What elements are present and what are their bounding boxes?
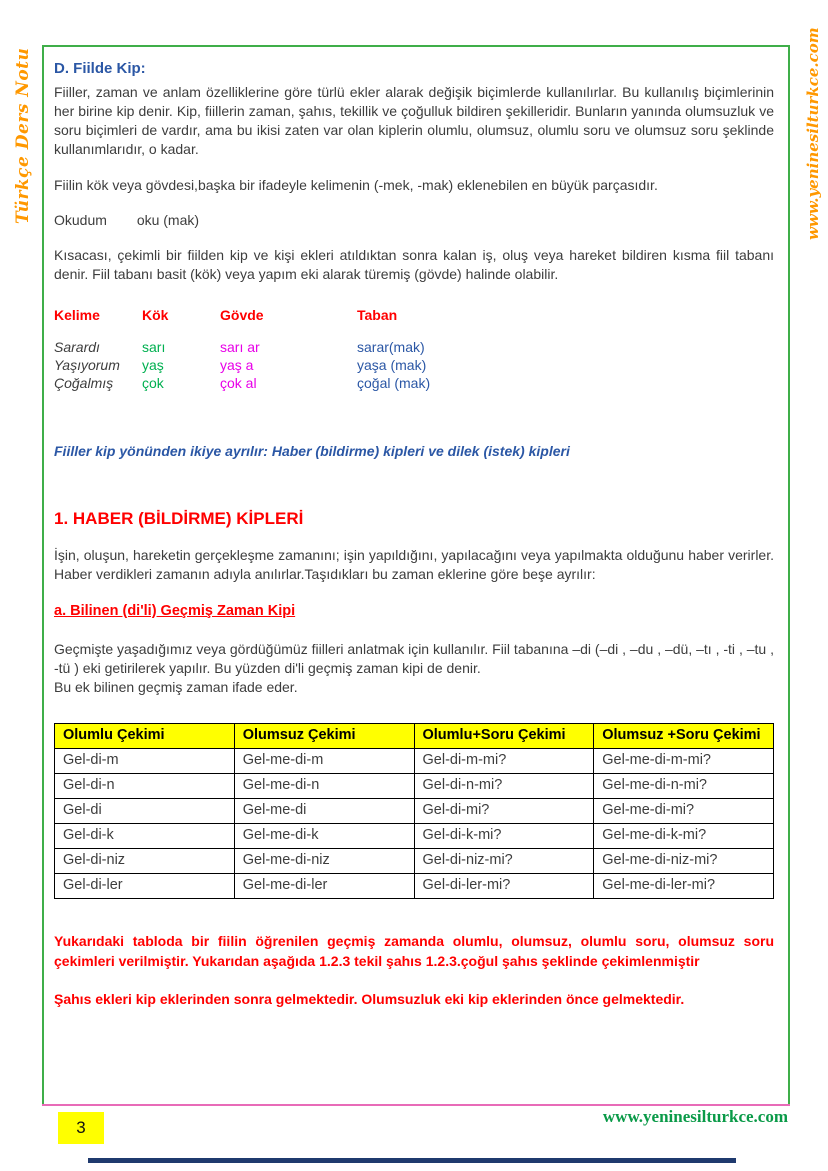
table-cell: Gel-di-ler bbox=[55, 873, 235, 898]
table-cell: Gel-di-k bbox=[55, 823, 235, 848]
table-cell: Gel-me-di-ler bbox=[234, 873, 414, 898]
table-cell: Gel-me-di-n-mi? bbox=[594, 773, 774, 798]
column-header-olumsuz: Olumsuz Çekimi bbox=[234, 723, 414, 748]
paragraph-kip-definition: Fiiller, zaman ve anlam özelliklerine göre türlü ekler alarak değişik biçimlerde kullanılırlar. Bu kullanılış biçimlerinin her birine kip denir. Kip, fiillerin zaman, şahıs, tekillik ve çoğulluk bildiren şekilleridir. Bunların yanında olumsuzluk ve soru biçimleri de vardır, ama bu ikisi zaten var olan kiplerin olumlu, olumsuz, olumlu soru ve olumsuz soru şeklinde kullanımlarıdır, o kadar. bbox=[54, 84, 774, 158]
word-cell: Yaşıyorum bbox=[54, 356, 120, 373]
stem-cell: sarı ar bbox=[220, 338, 260, 355]
statement-kip-kinds: Fiiller kip yönünden ikiye ayrılır: Haber (bildirme) kipleri ve dilek (istek) kipleri bbox=[54, 442, 570, 459]
note-table-explanation: Yukarıdaki tabloda bir fiilin öğrenilen geçmiş zamanda olumlu, olumsuz, olumlu soru, olumsuz soru çekimleri verilmiştir. Yukarıdan aşağıda 1.2.3 tekil şahıs 1.2.3.çoğul şahıs şeklinde çekimlenmiştir bbox=[54, 932, 774, 969]
subsection-paragraph-2: Bu ek bilinen geçmiş zaman ifade eder. bbox=[54, 678, 298, 695]
heading-fiilde-kip: D. Fiilde Kip: bbox=[54, 60, 146, 77]
table-cell: Gel-di-m-mi? bbox=[414, 748, 594, 773]
table-cell: Gel-me-di-niz bbox=[234, 848, 414, 873]
footer-divider-line bbox=[42, 1104, 790, 1106]
word-table-header-row bbox=[54, 306, 774, 324]
content-frame bbox=[42, 45, 790, 1104]
table-cell: Gel-me-di-n bbox=[234, 773, 414, 798]
column-header-olumsuz-soru: Olumsuz +Soru Çekimi bbox=[594, 723, 774, 748]
conjugation-table bbox=[54, 723, 774, 899]
base-cell: sarar(mak) bbox=[357, 338, 425, 355]
column-header-olumlu: Olumlu Çekimi bbox=[55, 723, 235, 748]
column-header-govde: Gövde bbox=[220, 306, 264, 323]
example-okudum-line bbox=[54, 211, 774, 230]
word-cell: Çoğalmış bbox=[54, 374, 114, 391]
paragraph-kok-govde: Fiilin kök veya gövdesi,başka bir ifadeyle kelimenin (-mek, -mak) eklenebilen en büyük parçasıdır. bbox=[54, 176, 658, 193]
stem-cell: çok al bbox=[220, 374, 257, 391]
table-cell: Gel-di-niz bbox=[55, 848, 235, 873]
bottom-edge-line bbox=[88, 1158, 736, 1163]
paragraph-fiil-tabani: Kısacası, çekimli bir fiilden kip ve kişi ekleri atıldıktan sonra kalan iş, oluş veya hareket bildiren kısma fiil tabanı denir. Fiil tabanı basit (kök) veya yapım eki alarak türemiş (gövde) halinde olabilir. bbox=[54, 246, 774, 282]
table-row bbox=[55, 773, 774, 798]
table-cell: Gel-me-di bbox=[234, 798, 414, 823]
conjugation-header-row bbox=[55, 723, 774, 748]
column-header-kelime: Kelime bbox=[54, 306, 100, 323]
table-row bbox=[55, 748, 774, 773]
table-row bbox=[55, 873, 774, 898]
base-cell: yaşa (mak) bbox=[357, 356, 427, 373]
table-cell: Gel-di-ler-mi? bbox=[414, 873, 594, 898]
base-cell: çoğal (mak) bbox=[357, 374, 431, 391]
word-table-row bbox=[54, 374, 774, 392]
root-cell: sarı bbox=[142, 338, 166, 355]
subsection-paragraph-1: Geçmişte yaşadığımız veya gördüğümüz fiilleri anlatmak için kullanılır. Fiil tabanına –di (–di , –du , –dü, –tı , -ti , –tu , -tü ) eki getirilerek yapılır. Bu yüzden di'li geçmiş zaman kipi de denir. bbox=[54, 640, 774, 676]
table-cell: Gel-di-niz-mi? bbox=[414, 848, 594, 873]
column-header-taban: Taban bbox=[357, 306, 398, 323]
root-cell: yaş bbox=[142, 356, 164, 373]
example-word: Okudum bbox=[54, 211, 107, 228]
section-title-haber-kipleri: 1. HABER (BİLDİRME) KİPLERİ bbox=[54, 508, 304, 528]
table-cell: Gel-di-mi? bbox=[414, 798, 594, 823]
table-row bbox=[55, 848, 774, 873]
left-margin-title: Türkçe Ders Notu bbox=[13, 47, 33, 224]
table-cell: Gel-me-di-m-mi? bbox=[594, 748, 774, 773]
section-intro: İşin, oluşun, hareketin gerçekleşme zamanını; işin yapıldığını, yapılacağını veya yapılmakta olduğunu haber verirler. Haber verdikleri zamanın adıyla anılırlar.Taşıdıkları bu zaman eklerine göre beşe ayrılır: bbox=[54, 546, 774, 582]
table-row bbox=[55, 798, 774, 823]
table-cell: Gel-me-di-k-mi? bbox=[594, 823, 774, 848]
subsection-title-dili-gecmis: a. Bilinen (di'li) Geçmiş Zaman Kipi bbox=[54, 602, 296, 619]
table-cell: Gel-di-n bbox=[55, 773, 235, 798]
table-cell: Gel-di-m bbox=[55, 748, 235, 773]
table-cell: Gel-me-di-m bbox=[234, 748, 414, 773]
example-root: oku (mak) bbox=[136, 211, 200, 228]
word-table-row bbox=[54, 338, 774, 356]
word-cell: Sarardı bbox=[54, 338, 100, 355]
column-header-kok: Kök bbox=[142, 306, 169, 323]
table-cell: Gel-me-di-mi? bbox=[594, 798, 774, 823]
table-cell: Gel-di-k-mi? bbox=[414, 823, 594, 848]
column-header-olumlu-soru: Olumlu+Soru Çekimi bbox=[414, 723, 594, 748]
table-cell: Gel-me-di-k bbox=[234, 823, 414, 848]
table-cell: Gel-di bbox=[55, 798, 235, 823]
root-cell: çok bbox=[142, 374, 164, 391]
word-table-row bbox=[54, 356, 774, 374]
note-suffix-order: Şahıs ekleri kip eklerinden sonra gelmektedir. Olumsuzluk eki kip eklerinden önce gelmektedir. bbox=[54, 991, 685, 1008]
right-margin-url: www.yeninesilturkce.com bbox=[804, 27, 822, 240]
page-number-box: 3 bbox=[58, 1112, 104, 1144]
table-cell: Gel-me-di-ler-mi? bbox=[594, 873, 774, 898]
table-cell: Gel-di-n-mi? bbox=[414, 773, 594, 798]
footer-site-url: www.yeninesilturkce.com bbox=[602, 1107, 788, 1126]
stem-cell: yaş a bbox=[220, 356, 254, 373]
table-cell: Gel-me-di-niz-mi? bbox=[594, 848, 774, 873]
word-analysis-table bbox=[54, 306, 774, 392]
table-row bbox=[55, 823, 774, 848]
